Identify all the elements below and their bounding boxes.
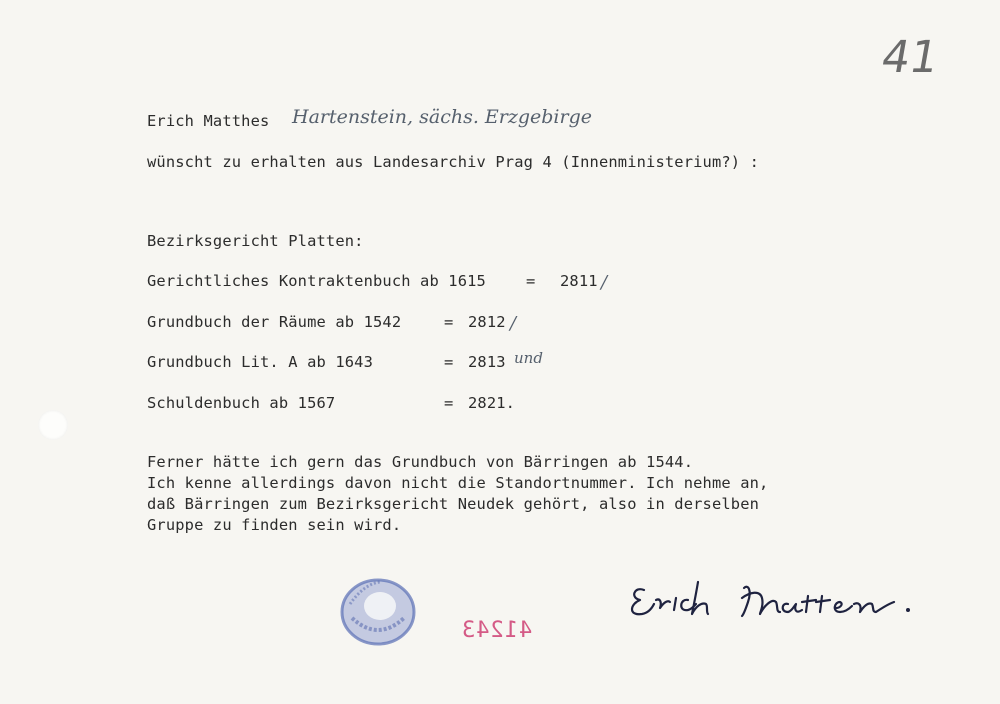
item-mark: / xyxy=(601,272,608,293)
handwritten-place: Hartenstein, sächs. Erzgebirge xyxy=(292,106,593,128)
punch-hole xyxy=(38,410,68,440)
item-number: 2813 xyxy=(468,353,506,371)
paragraph-line: Gruppe zu finden sein wird. xyxy=(147,516,402,534)
paragraph-line: daß Bärringen zum Bezirksgericht Neudek gehört, also in derselben xyxy=(147,495,760,513)
archive-stamp xyxy=(334,570,420,650)
item-eq: = xyxy=(444,353,454,371)
item-mark: / xyxy=(510,313,517,334)
item-title: Grundbuch Lit. A ab 1643 xyxy=(147,353,373,371)
sender-name: Erich Matthes xyxy=(147,112,270,130)
item-title: Gerichtliches Kontraktenbuch ab 1615 xyxy=(147,272,486,290)
item-number: 2812 xyxy=(468,313,506,331)
item-title: Schuldenbuch ab 1567 xyxy=(147,394,336,412)
item-mark: und xyxy=(514,349,543,367)
page-number: 41 xyxy=(877,32,943,83)
item-number: 2821. xyxy=(468,394,516,412)
item-eq: = xyxy=(526,272,536,290)
signature xyxy=(626,568,926,628)
item-title: Grundbuch der Räume ab 1542 xyxy=(147,313,402,331)
request-line: wünscht zu erhalten aus Landesarchiv Prag 4 (Innenministerium?) : xyxy=(147,153,760,171)
item-eq: = xyxy=(444,313,454,331)
archive-number-stamp: 41243 xyxy=(461,618,533,643)
paragraph-line: Ferner hätte ich gern das Grundbuch von Bärringen ab 1544. xyxy=(147,453,694,471)
item-number: 2811 xyxy=(560,272,598,290)
section-title: Bezirksgericht Platten: xyxy=(147,232,364,250)
paragraph-line: Ich kenne allerdings davon nicht die Standortnummer. Ich nehme an, xyxy=(147,474,769,492)
item-eq: = xyxy=(444,394,454,412)
